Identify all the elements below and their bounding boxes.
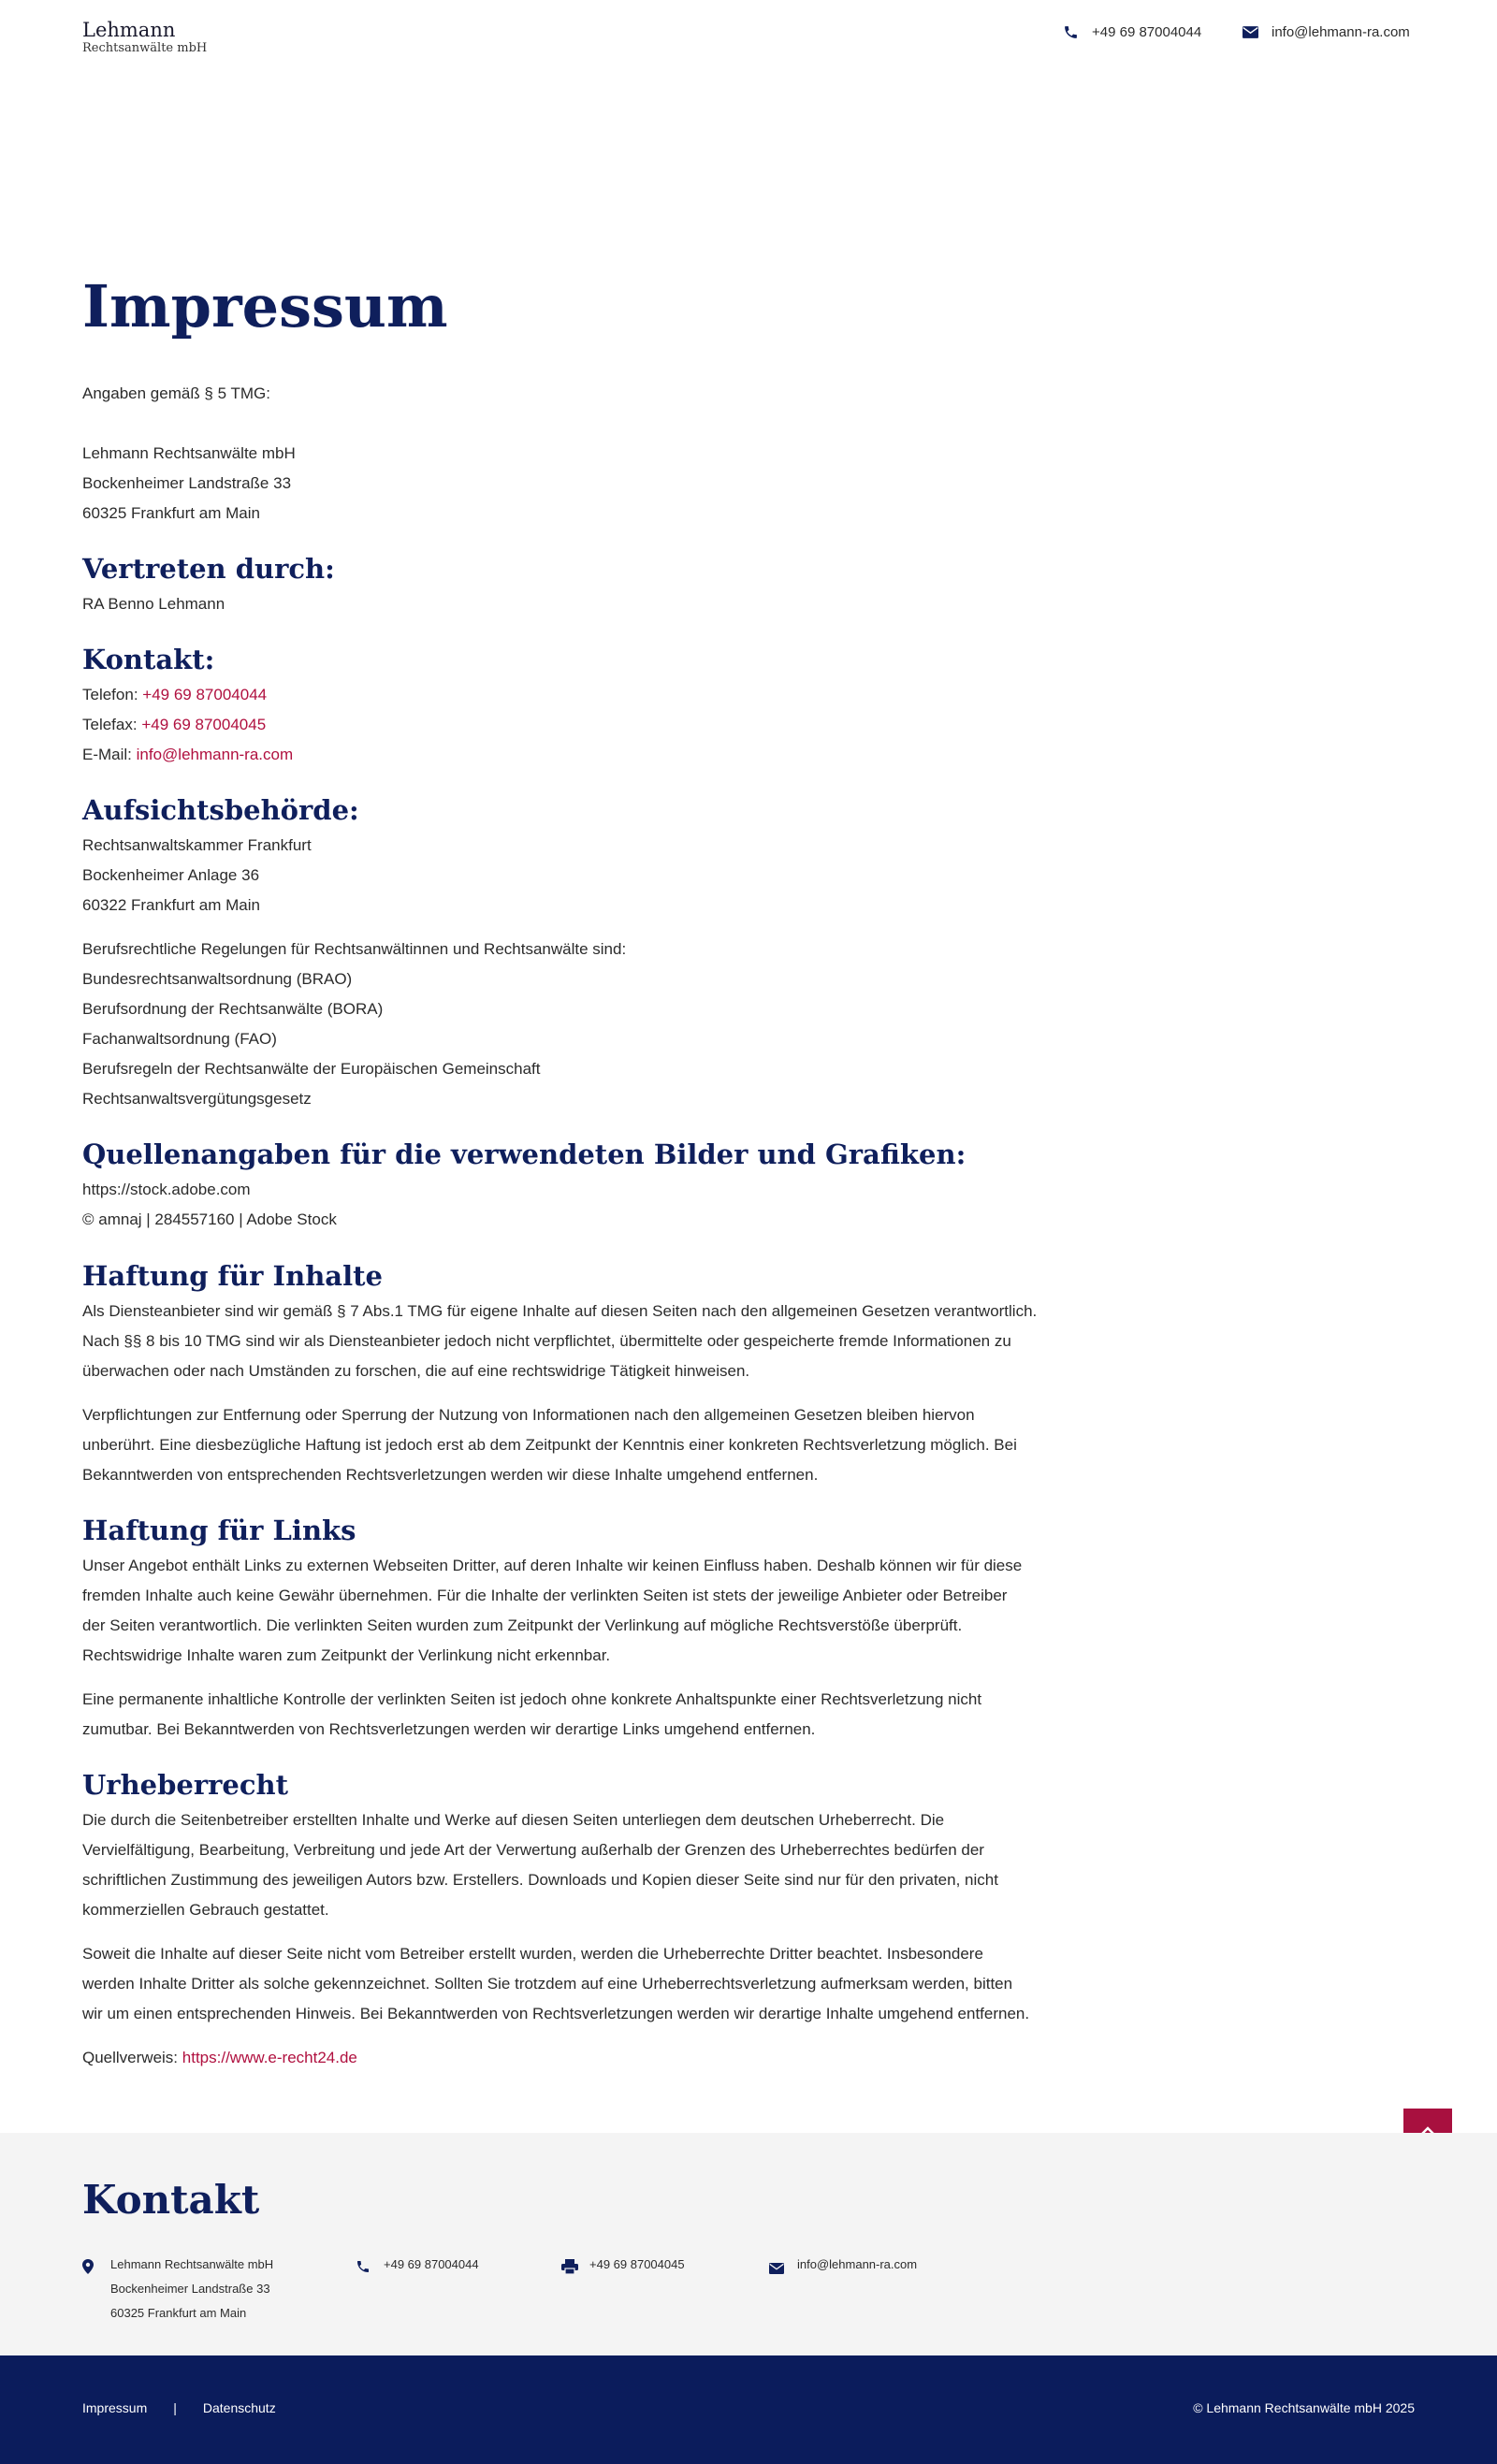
footer-fax-text: +49 69 87004045 [589, 2257, 685, 2271]
contact-phone-line [82, 680, 1074, 710]
paragraph-line: Als Diensteanbieter sind wir gemäß § 7 Abs.1 TMG für eigene Inhalte auf diesen Seiten nach den allgemeinen Gesetzen verantwortlich. [82, 1302, 1038, 1320]
company-street: Bockenheimer Landstraße 33 [82, 474, 292, 492]
datenschutz-link[interactable]: Datenschutz [202, 2400, 276, 2415]
phone-icon [1063, 24, 1079, 40]
liability-links-heading: Haftung für Links [82, 1515, 356, 1546]
header-phone-text: +49 69 87004044 [1092, 24, 1202, 40]
paragraph-line: Die durch die Seitenbetreiber erstellten Inhalte und Werke auf diesen Seiten unterliegen dem deutschen Urheberrecht. Die [82, 1811, 945, 1829]
source-reference-line [82, 2043, 1074, 2073]
paragraph-line: Bekanntwerden von entsprechenden Rechtsverletzungen werden wir diese Inhalte umgehend entfernen. [82, 1466, 819, 1484]
rules-line: Berufsrechtliche Regelungen für Rechtsanwältinnen und Rechtsanwälte sind: [82, 940, 627, 958]
contact-email-link[interactable]: info@lehmann-ra.com [136, 746, 294, 763]
fax-label: Telefax: [82, 716, 138, 733]
footer-address-line: Lehmann Rechtsanwälte mbH [110, 2257, 274, 2271]
paragraph-line: Nach §§ 8 bis 10 TMG sind wir als Diensteanbieter jedoch nicht verpflichtet, übermittelte oder gespeicherte fremde Informationen zu [82, 1332, 1011, 1350]
company-name: Lehmann Rechtsanwälte mbH [82, 444, 296, 462]
copyright-heading: Urheberrecht [82, 1769, 288, 1801]
contact-heading: Kontakt: [82, 644, 215, 675]
authority-line: Bockenheimer Anlage 36 [82, 866, 260, 884]
header-email-text: info@lehmann-ra.com [1272, 24, 1410, 40]
rules-line: Berufsregeln der Rechtsanwälte der Europäischen Gemeinschaft [82, 1060, 541, 1078]
impressum-link[interactable]: Impressum [82, 2400, 148, 2415]
paragraph-line: Rechtswidrige Inhalte waren zum Zeitpunkt der Verlinkung nicht erkennbar. [82, 1646, 611, 1664]
authority-line: 60322 Frankfurt am Main [82, 896, 260, 914]
paragraph-line: Vervielfältigung, Bearbeitung, Verbreitung und jede Art der Verwertung außerhalb der Grenzen des Urheberrechtes bedürfen der [82, 1841, 984, 1859]
logo-subtitle: Rechtsanwälte mbH [82, 41, 208, 55]
rules-line: Fachanwaltsordnung (FAO) [82, 1030, 277, 1048]
footer-phone-link[interactable] [356, 2253, 479, 2283]
paragraph-line: werden Inhalte Dritter als solche gekennzeichnet. Sollten Sie trotzdem auf eine Urheberrechtsverletzung aufmerksam werden, bitten [82, 1975, 1013, 1993]
email-label: E-Mail: [82, 746, 132, 763]
paragraph-line: unberührt. Eine diesbezügliche Haftung ist jedoch erst ab dem Zeitpunkt der Kenntnis einer konkreten Rechtsverletzung möglich. Bei [82, 1436, 1017, 1454]
footer-address-line: 60325 Frankfurt am Main [110, 2306, 247, 2320]
bottom-bar [0, 2355, 1497, 2464]
logo-name: Lehmann [82, 19, 176, 41]
rules-line: Berufsordnung der Rechtsanwälte (BORA) [82, 1000, 384, 1018]
footer-phone-text: +49 69 87004044 [384, 2257, 479, 2271]
paragraph-line: Soweit die Inhalte auf dieser Seite nicht vom Betreiber erstellt wurden, werden die Urheberrechte Dritter beachtet. Insbesondere [82, 1945, 983, 1963]
footer-fax-link[interactable] [561, 2253, 685, 2283]
paragraph-line: Eine permanente inhaltliche Kontrolle der verlinkten Seiten ist jedoch ohne konkrete Anhaltspunkte einer Rechtsverletzung nicht [82, 1690, 982, 1708]
sources-line: https://stock.adobe.com [82, 1181, 251, 1198]
contact-email-line [82, 740, 1074, 770]
footer-email-text: info@lehmann-ra.com [797, 2257, 918, 2271]
header-email-link[interactable] [1243, 24, 1410, 40]
map-pin-icon [82, 2253, 110, 2326]
envelope-icon [1243, 26, 1258, 38]
authority-line: Rechtsanwaltskammer Frankfurt [82, 836, 312, 854]
footer-email-link[interactable] [769, 2253, 917, 2283]
contact-fax-link[interactable]: +49 69 87004045 [141, 716, 267, 733]
fax-icon [561, 2253, 589, 2283]
site-logo[interactable] [82, 19, 207, 56]
source-link[interactable]: https://www.e-recht24.de [182, 2049, 357, 2066]
link-separator: | [173, 2400, 177, 2415]
footer-address [82, 2253, 273, 2326]
phone-icon [356, 2253, 384, 2283]
paragraph-line: schriftlichen Zustimmung des jeweiligen Autors bzw. Erstellers. Downloads und Kopien dieser Seite sind nur für den privaten, nicht [82, 1871, 998, 1889]
authority-heading: Aufsichtsbehörde: [82, 794, 359, 826]
footer-contact-section [0, 2133, 1497, 2355]
rules-line: Rechtsanwaltsvergütungsgesetz [82, 1090, 312, 1108]
paragraph-line: wir um einen entsprechenden Hinweis. Bei Bekanntwerden von Rechtsverletzungen werden wir derartige Inhalte umgehend entfernen. [82, 2005, 1030, 2022]
intro-text: Angaben gemäß § 5 TMG: [82, 384, 270, 402]
paragraph-line: fremden Inhalte auch keine Gewähr übernehmen. Für die Inhalte der verlinkten Seiten ist stets der jeweilige Anbieter oder Betreiber [82, 1587, 1008, 1604]
sources-heading: Quellenangaben für die verwendeten Bilder und Grafiken: [82, 1138, 967, 1170]
source-label: Quellverweis: [82, 2049, 179, 2066]
envelope-icon [769, 2253, 797, 2283]
represented-heading: Vertreten durch: [82, 553, 335, 585]
legal-links [82, 2400, 276, 2415]
paragraph-line: zumutbar. Bei Bekanntwerden von Rechtsverletzungen werden wir derartige Links umgehend entfernen. [82, 1720, 816, 1738]
header-phone-link[interactable] [1063, 24, 1201, 40]
paragraph-line: Verpflichtungen zur Entfernung oder Sperrung der Nutzung von Informationen nach den allgemeinen Gesetzen bleiben hiervon [82, 1406, 975, 1424]
paragraph-line: Unser Angebot enthält Links zu externen Webseiten Dritter, auf deren Inhalte wir keinen Einfluss haben. Deshalb können wir für diese [82, 1557, 1023, 1574]
paragraph-line: kommerziellen Gebrauch gestattet. [82, 1901, 329, 1919]
site-header [0, 0, 1497, 75]
copyright-notice: © Lehmann Rechtsanwälte mbH 2025 [1193, 2400, 1415, 2415]
footer-address-line: Bockenheimer Landstraße 33 [110, 2282, 270, 2296]
company-city: 60325 Frankfurt am Main [82, 504, 260, 522]
sources-line: © amnaj | 284557160 | Adobe Stock [82, 1210, 337, 1228]
paragraph-line: der Seiten verantwortlich. Die verlinkten Seiten wurden zum Zeitpunkt der Verlinkung auf mögliche Rechtsverstöße überprüft. [82, 1616, 963, 1634]
paragraph-line: überwachen oder nach Umständen zu forschen, die auf eine rechtswidrige Tätigkeit hinweisen. [82, 1362, 750, 1380]
represented-text: RA Benno Lehmann [82, 595, 225, 613]
contact-phone-link[interactable]: +49 69 87004044 [142, 686, 268, 703]
phone-label: Telefon: [82, 686, 138, 703]
rules-line: Bundesrechtsanwaltsordnung (BRAO) [82, 970, 353, 988]
footer-contact-title: Kontakt [82, 2177, 260, 2223]
page-title: Impressum [82, 272, 448, 341]
contact-fax-line [82, 710, 1074, 740]
liability-content-heading: Haftung für Inhalte [82, 1260, 383, 1292]
